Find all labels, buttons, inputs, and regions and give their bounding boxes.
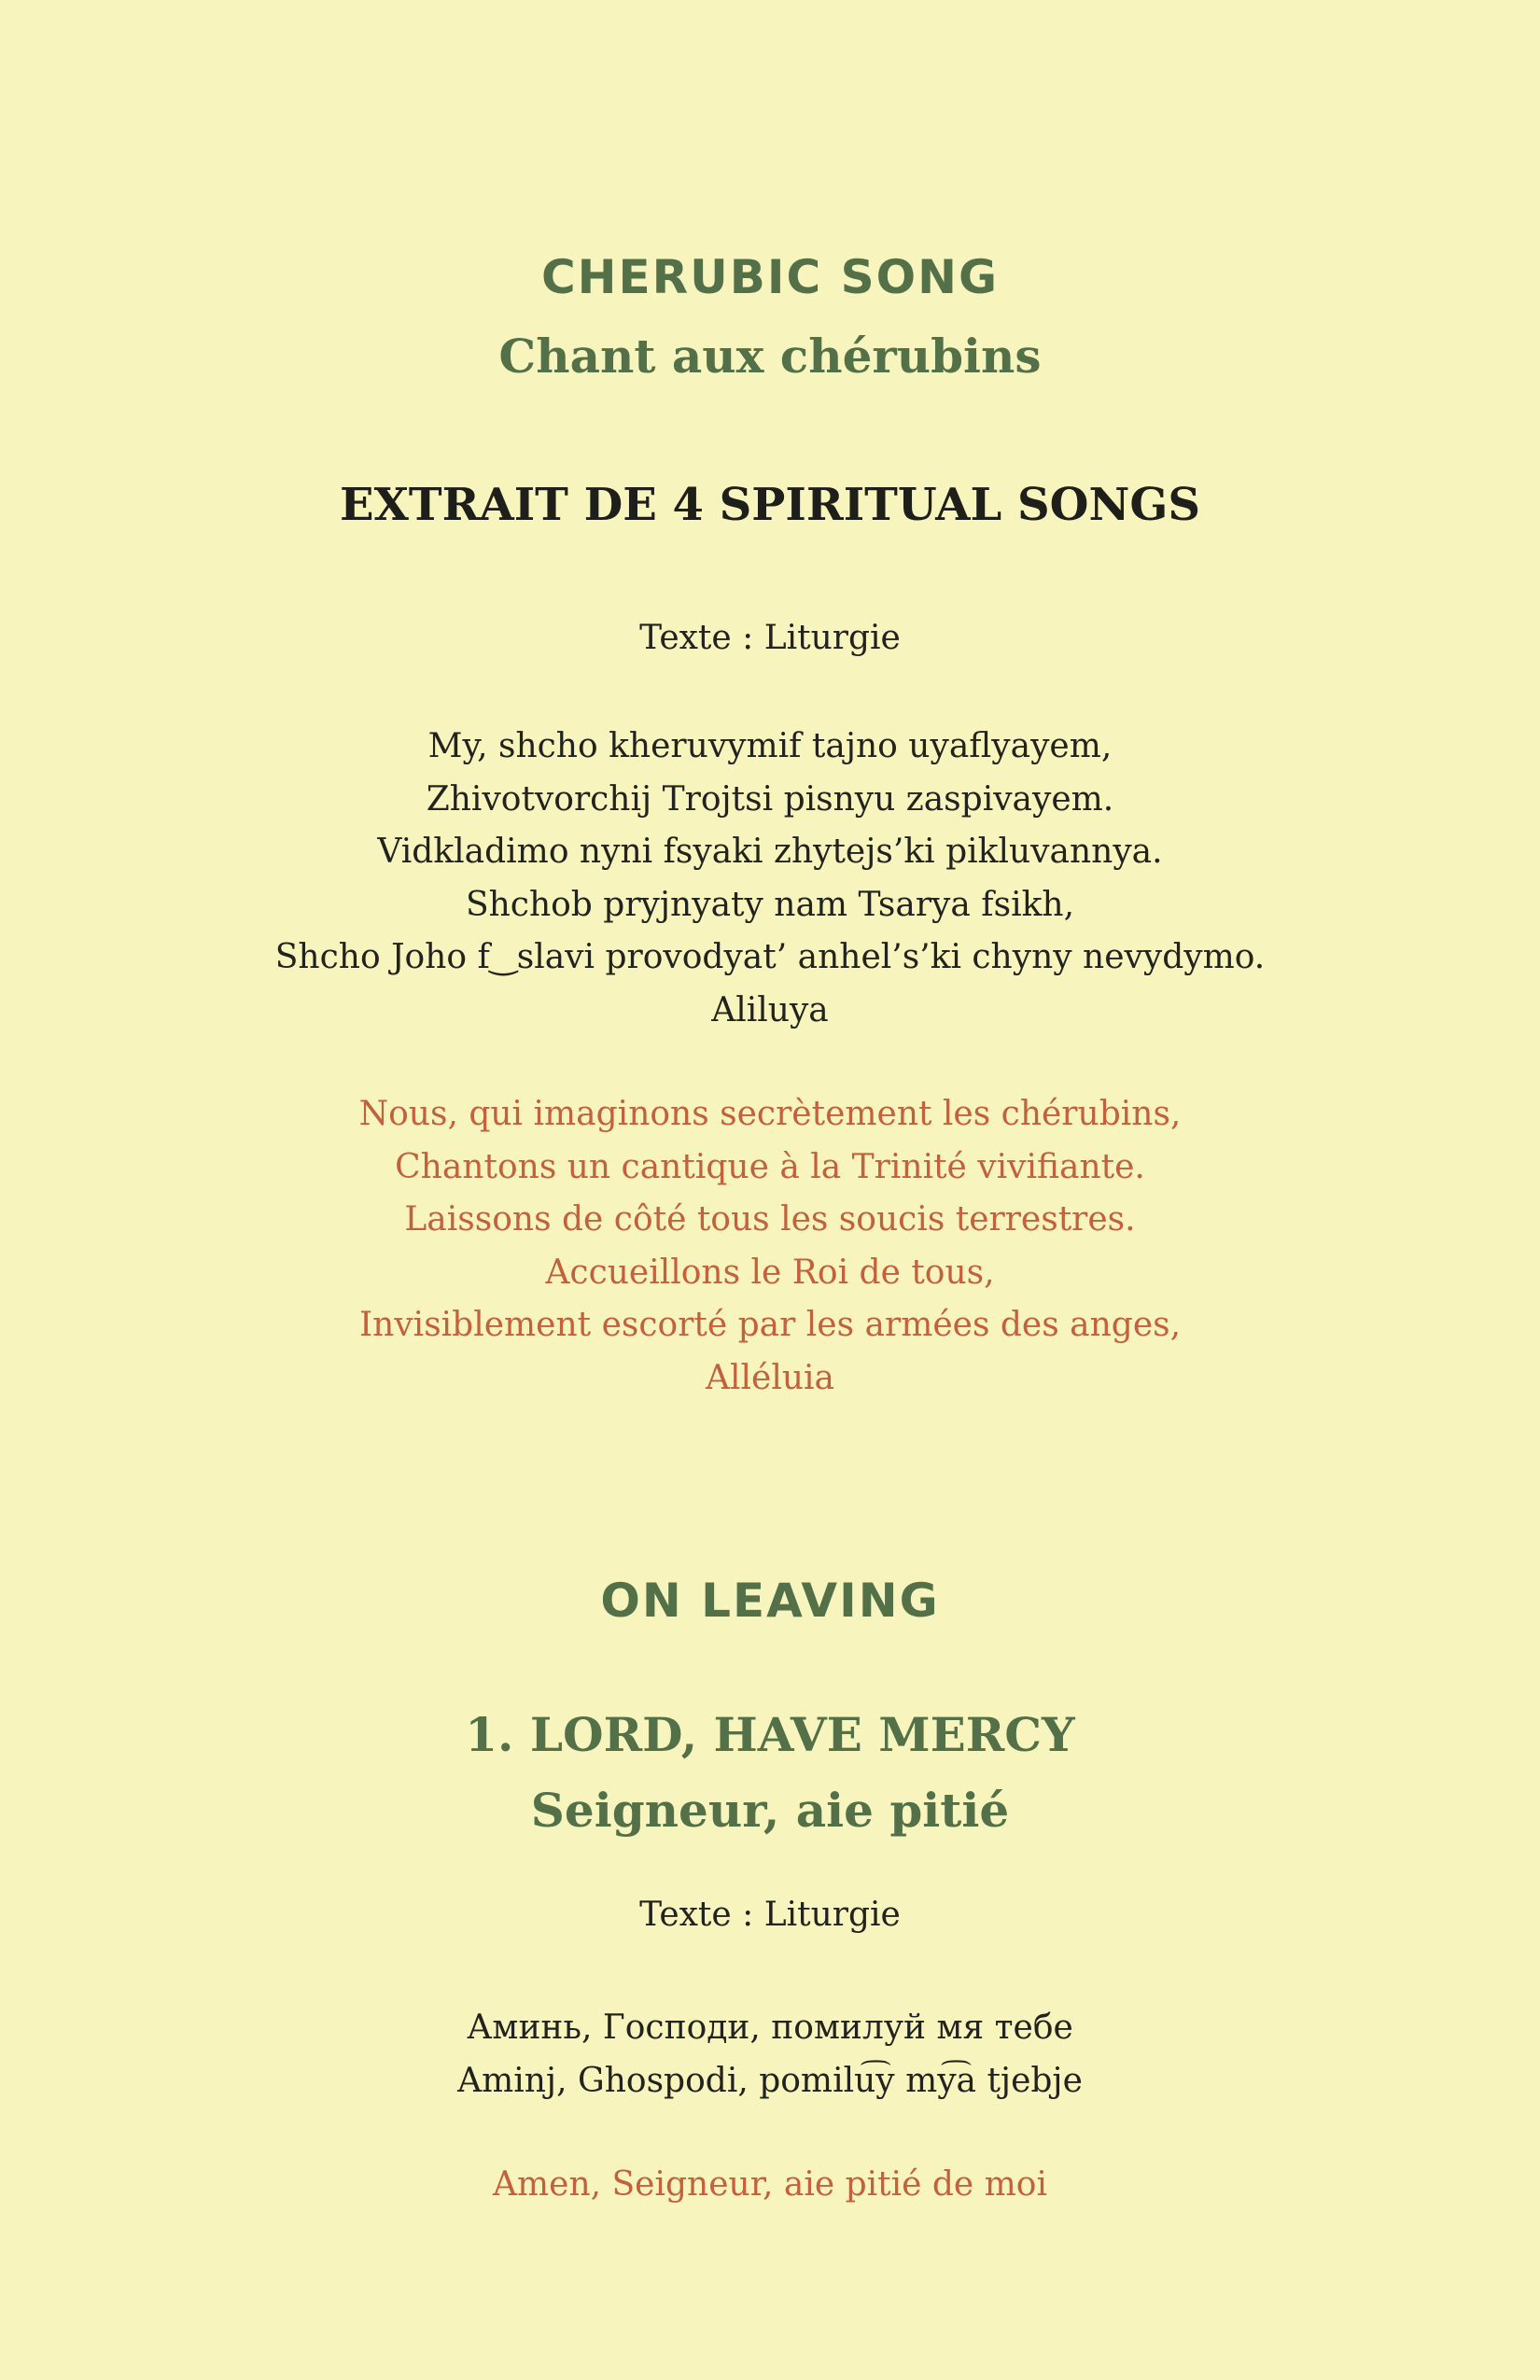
translation-line: Amen, Seigneur, aie pitié de moi (493, 2165, 1047, 2204)
lyric-line: Aliluya (711, 990, 829, 1029)
piece-subtitle: Seigneur, aie pitié (530, 1783, 1010, 1838)
lyric-line: Vidkladimo nyni fsyaki zhytejs’ki pikluvannya. (377, 833, 1163, 871)
lyric-line: Аминь, Господи, помилуй мя тебе (467, 2009, 1073, 2047)
translation-line: Accueillons le Roi de tous, (545, 1253, 995, 1292)
section-subtitle-chant-aux-cherubins: Chant aux chérubins (498, 329, 1042, 384)
lyrics-original (0, 2002, 1540, 2107)
piece-title: 1. LORD, HAVE MERCY (465, 1707, 1075, 1762)
translation-line: Alléluia (705, 1358, 834, 1397)
lyric-line: My, shcho kheruvymif tajno uyaflyayem, (427, 727, 1113, 765)
text-credit: Texte : Liturgie (639, 619, 901, 657)
translation-line: Laissons de côté tous les soucis terrestres. (404, 1200, 1136, 1239)
section-title-on-leaving: ON LEAVING (600, 1574, 940, 1628)
lyric-line: Shchob pryjnyaty nam Tsarya fsikh, (465, 885, 1075, 924)
lyrics-translation (0, 2159, 1540, 2212)
translation-line: Chantons un cantique à la Trinité vivifiante. (395, 1147, 1145, 1186)
translation-line: Invisiblement escorté par les armées des anges, (358, 1306, 1182, 1344)
text-credit: Texte : Liturgie (639, 1896, 901, 1934)
lyrics-translation (0, 1088, 1540, 1405)
section-title-cherubic-song: CHERUBIC SONG (540, 250, 999, 304)
translation-line: Nous, qui imaginons secrètement les chérubins, (358, 1095, 1182, 1133)
lyric-line: Aminj, Ghospodi, pomilu͡y my͡a tjebje (457, 2061, 1083, 2100)
lyric-line: Shcho Joho f‿slavi provodyat’ anhel’s’ki chyny nevydymo. (274, 938, 1266, 976)
lyrics-original (0, 721, 1540, 1037)
extract-heading: EXTRAIT DE 4 SPIRITUAL SONGS (340, 479, 1200, 531)
lyric-line: Zhivotvorchij Trojtsi pisnyu zaspivayem. (426, 779, 1114, 819)
